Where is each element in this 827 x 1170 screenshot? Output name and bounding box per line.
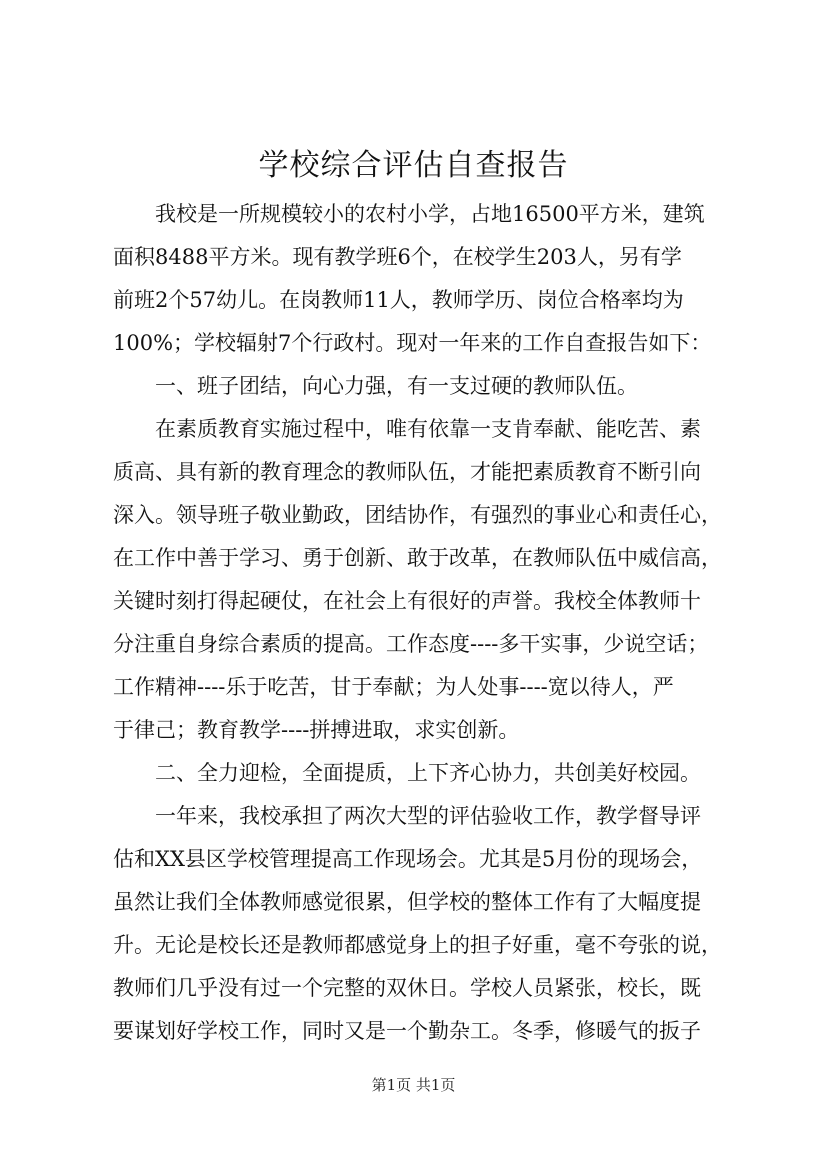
- body-line: 深入。领导班子敬业勤政，团结协作，有强烈的事业心和责任心，: [113, 503, 722, 527]
- body-line: 质高、具有新的教育理念的教师队伍，才能把素质教育不断引向: [113, 460, 701, 484]
- document-title: 学校综合评估自查报告: [258, 148, 569, 183]
- body-line: 我校是一所规模较小的农村小学，占地16500平方米，建筑: [155, 202, 705, 226]
- body-line: 在工作中善于学习、勇于创新、敢于改革，在教师队伍中威信高，: [113, 546, 722, 570]
- body-line: 一年来，我校承担了两次大型的评估验收工作，教学督导评: [155, 804, 701, 828]
- body-line: 前班2个57幼儿。在岗教师11人，教师学历、岗位合格率均为: [113, 288, 684, 312]
- body-line: 关键时刻打得起硬仗，在社会上有很好的声誉。我校全体教师十: [113, 589, 701, 613]
- body-line: 面积8488平方米。现有教学班6个，在校学生203人，另有学: [113, 245, 682, 269]
- body-line: 虽然让我们全体教师感觉很累，但学校的整体工作有了大幅度提: [113, 890, 701, 914]
- document-body: [113, 193, 753, 1053]
- body-line: 100%；学校辐射7个行政村。现对一年来的工作自查报告如下：: [113, 331, 712, 355]
- body-line: 估和XX县区学校管理提高工作现场会。尤其是5月份的现场会，: [113, 847, 703, 871]
- body-line: 工作精神----乐于吃苦，甘于奉献；为人处事----宽以待人，严: [113, 675, 674, 699]
- body-line: 要谋划好学校工作，同时又是一个勤杂工。冬季，修暖气的扳子: [113, 1019, 701, 1043]
- section-heading: 二、全力迎检，全面提质，上下齐心协力，共创美好校园。: [155, 761, 701, 785]
- body-line: 分注重自身综合素质的提高。工作态度----多干实事，少说空话；: [113, 632, 709, 656]
- section-heading: 一、班子团结，向心力强，有一支过硬的教师队伍。: [155, 374, 638, 398]
- body-line: 升。无论是校长还是教师都感觉身上的担子好重，毫不夸张的说，: [113, 933, 722, 957]
- body-line: 教师们几乎没有过一个完整的双休日。学校人员紧张，校长，既: [113, 976, 701, 1000]
- body-line: 在素质教育实施过程中，唯有依靠一支肯奉献、能吃苦、素: [155, 417, 701, 441]
- page-footer: 第1页 共1页: [371, 1076, 456, 1094]
- body-line: 于律己；教育教学----拼搏进取，求实创新。: [113, 718, 520, 742]
